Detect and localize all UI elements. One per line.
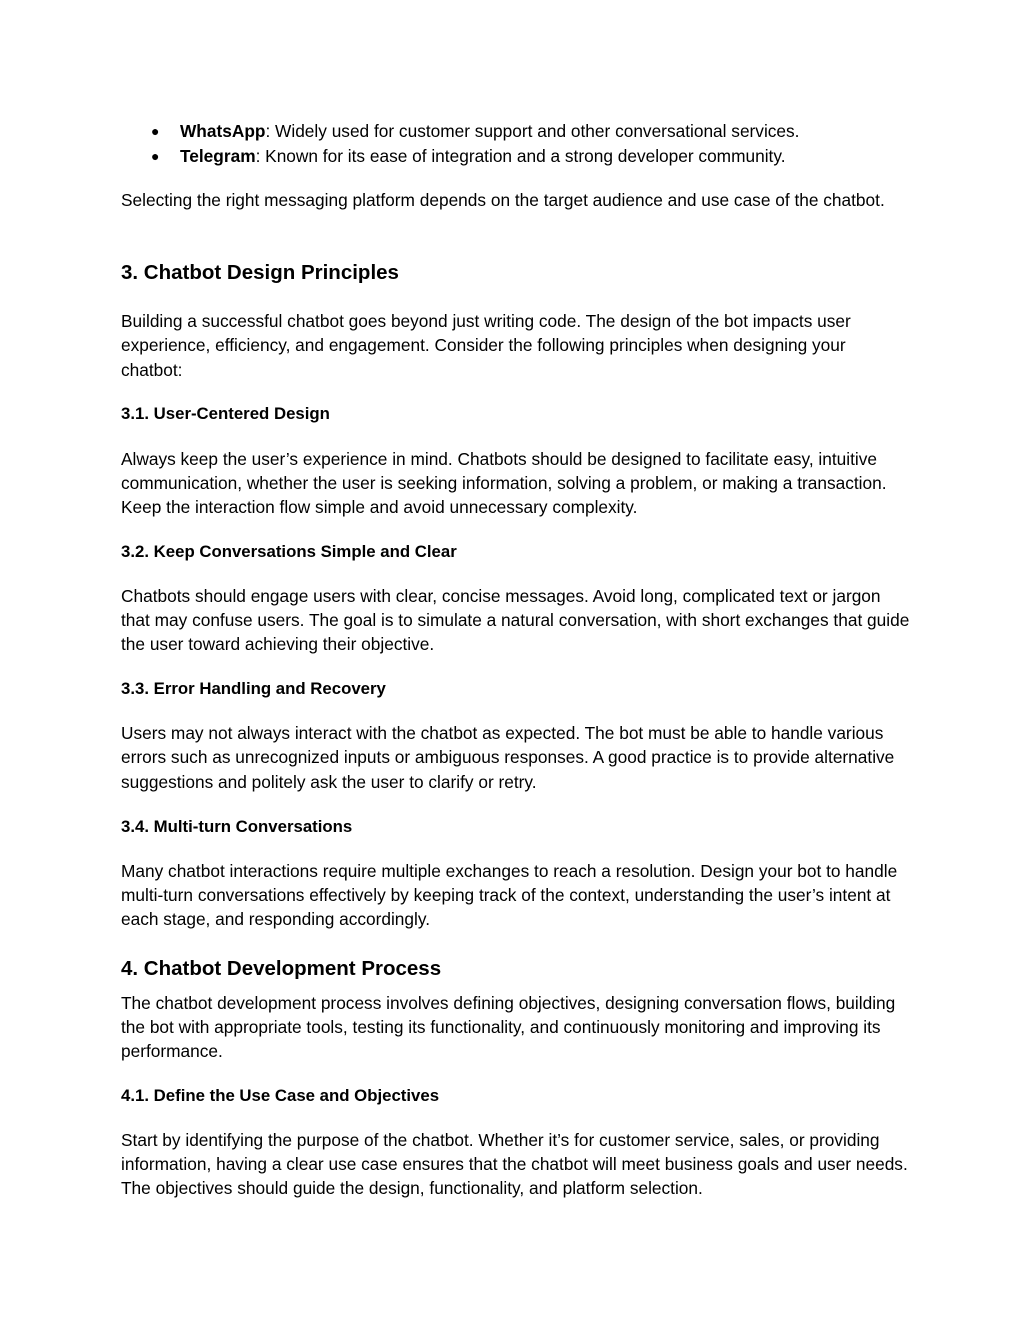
section-heading: 4. Chatbot Development Process xyxy=(121,957,442,980)
paragraph: Selecting the right messaging platform depends on the target audience and use case of the chatbot. xyxy=(121,189,885,210)
paragraph: Always keep the user’s experience in mind. Chatbots should be designed to facilitate easy, intuitive communication, whether the user is seeking information, solving a problem, or making a transaction. Keep the interaction flow simple and avoid unnecessary complexity. xyxy=(121,448,887,518)
paragraph: Users may not always interact with the chatbot as expected. The bot must be able to handle various errors such as unrecognized inputs or ambiguous responses. A good practice is to provide alternative suggestions and politely ask the user to clarify or retry. xyxy=(121,723,895,792)
list-item-description: : Known for its ease of integration and a strong developer community. xyxy=(255,145,786,166)
list-item-text xyxy=(180,119,800,143)
subsection-heading: 4.1. Define the Use Case and Objectives xyxy=(121,1085,440,1105)
paragraph: Building a successful chatbot goes beyond just writing code. The design of the bot impacts user experience, efficiency, and engagement. Consider the following principles when designing your chatbot: xyxy=(121,311,851,380)
subsection-heading: 3.1. User-Centered Design xyxy=(121,404,330,423)
subsection-heading: 3.3. Error Handling and Recovery xyxy=(121,679,386,698)
bullet-icon: ● xyxy=(151,123,160,139)
list-item-text xyxy=(180,144,786,168)
list-item-term: WhatsApp xyxy=(180,121,266,141)
paragraph: The chatbot development process involves defining objectives, designing conversation flows, building the bot with appropriate tools, testing its functionality, and continuously monitoring and improving its performance. xyxy=(121,992,896,1062)
list-item-description: : Widely used for customer support and other conversational services. xyxy=(265,121,800,141)
paragraph: Chatbots should engage users with clear, concise messages. Avoid long, complicated text or jargon that may confuse users. The goal is to simulate a natural conversation, with short exchanges that guide the user toward achieving their objective. xyxy=(121,585,910,655)
bullet-icon: ● xyxy=(151,147,160,164)
list-item-term: Telegram xyxy=(180,145,256,166)
paragraph: Many chatbot interactions require multiple exchanges to reach a resolution. Design your bot to handle multi-turn conversations effectively by keeping track of the context, understanding the user’s intent at each stage, and responding accordingly. xyxy=(121,860,898,930)
subsection-heading: 3.4. Multi-turn Conversations xyxy=(121,816,353,836)
section-heading: 3. Chatbot Design Principles xyxy=(121,261,399,284)
subsection-heading: 3.2. Keep Conversations Simple and Clear xyxy=(121,541,457,561)
paragraph: Start by identifying the purpose of the chatbot. Whether it’s for customer service, sales, or providing information, having a clear use case ensures that the chatbot will meet business goals and user needs. The objectives should guide the design, functionality, and platform selection. xyxy=(121,1129,908,1199)
